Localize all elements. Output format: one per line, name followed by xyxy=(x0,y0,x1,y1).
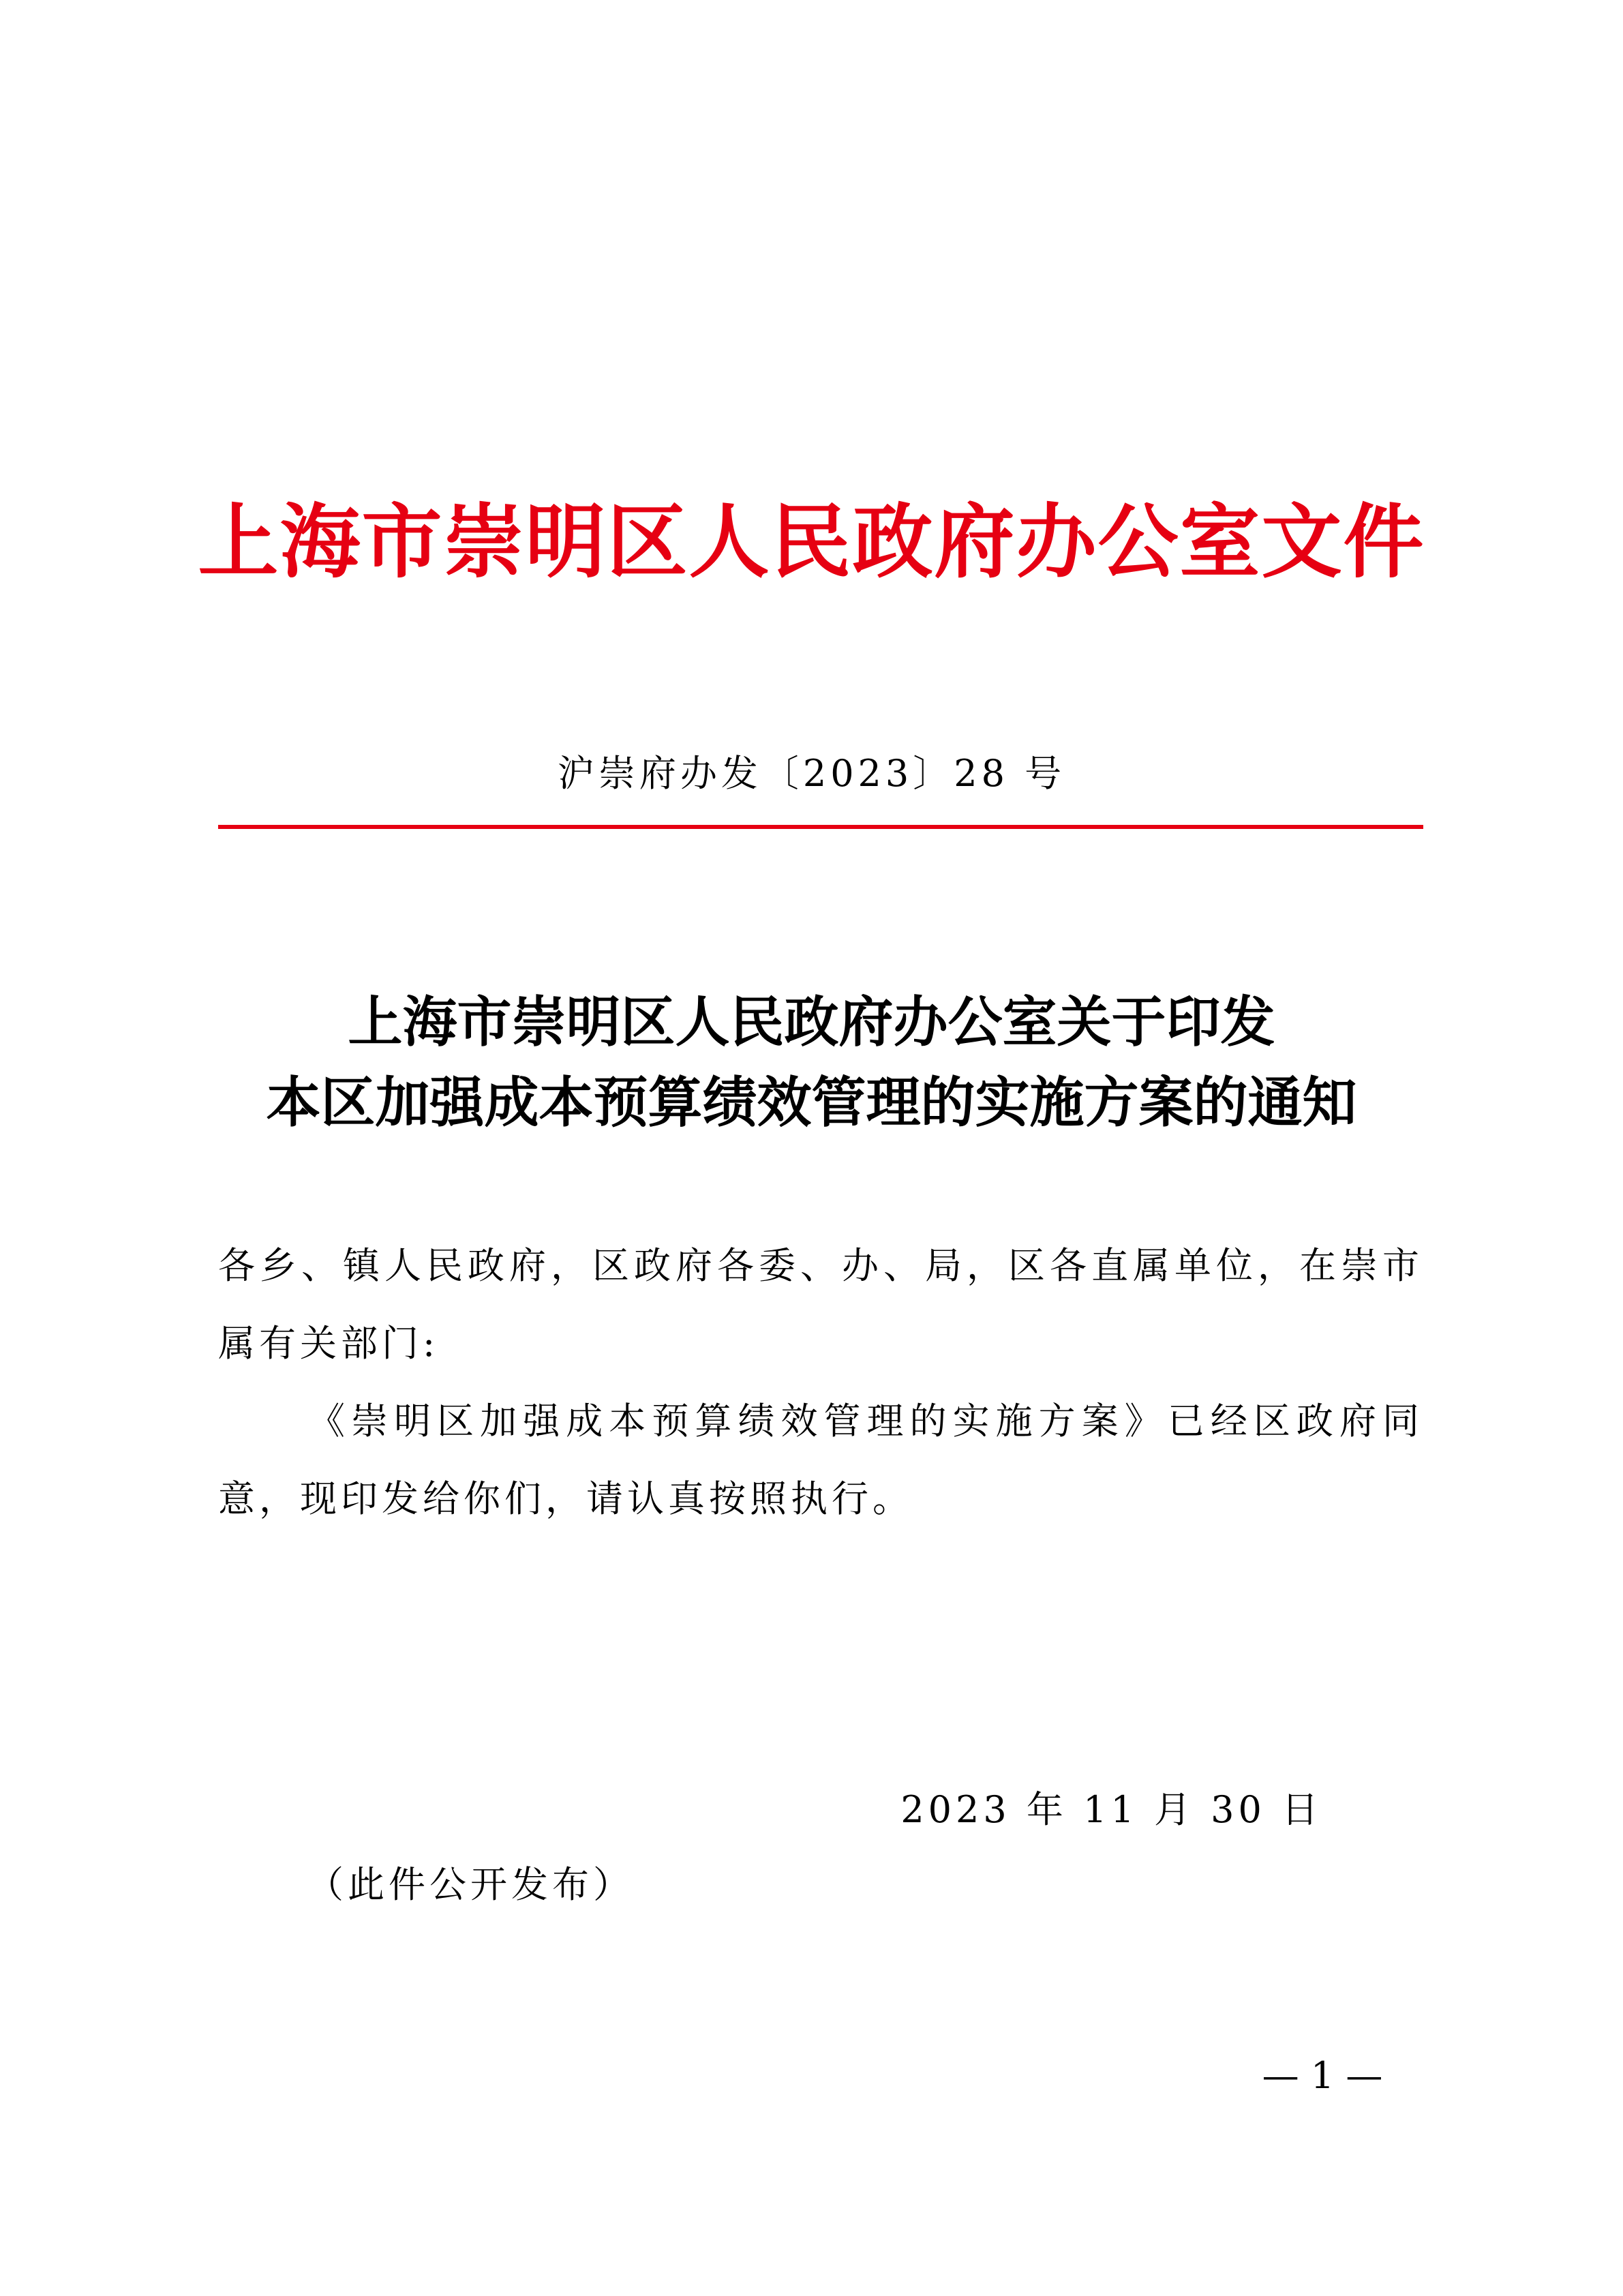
body-paragraph: 《崇明区加强成本预算绩效管理的实施方案》已经区政府同意，现印发给你们，请认真按照执行。 xyxy=(218,1400,1423,1520)
issue-date: 2023 年 11 月 30 日 xyxy=(900,1788,1322,1831)
document-number: 沪崇府办发〔2023〕28 号 xyxy=(557,752,1066,795)
issuer-title: 上海市崇明区人民政府办公室文件 xyxy=(198,494,1425,589)
addressee-paragraph: 各乡、镇人民政府，区政府各委、办、局，区各直属单位，在崇市属有关部门: xyxy=(218,1244,1423,1365)
notice-title-line-1: 上海市崇明区人民政府办公室关于印发 xyxy=(348,990,1275,1054)
red-divider-line xyxy=(218,825,1423,829)
page-number: — 1 — xyxy=(1262,2054,1383,2097)
publish-note: （此件公开发布） xyxy=(307,1863,634,1906)
notice-title-line-2: 本区加强成本预算绩效管理的实施方案的通知 xyxy=(266,1070,1357,1134)
notice-title xyxy=(0,982,1623,1143)
